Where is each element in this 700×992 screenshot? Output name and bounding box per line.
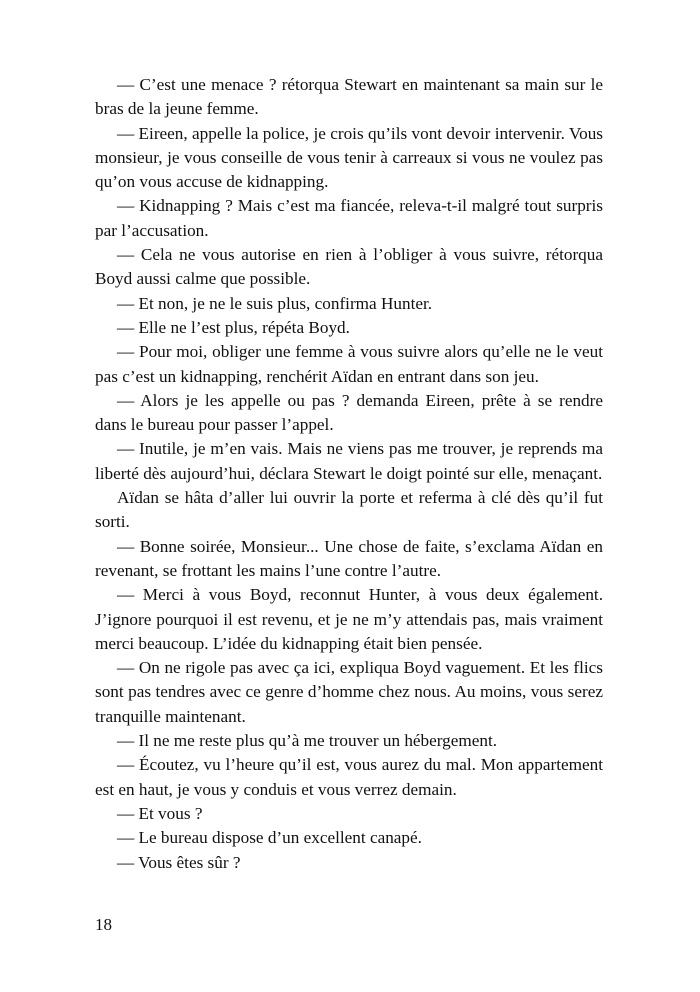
paragraph: — Eireen, appelle la police, je crois qu’ils vont devoir intervenir. Vous monsieur, je vous conseille de vous tenir à carreaux si vous ne voulez pas qu’on vous accuse de kidnapping. <box>95 123 603 192</box>
paragraph: — Pour moi, obliger une femme à vous suivre alors qu’elle ne le veut pas c’est un kidnapping, renchérit Aïdan en entrant dans son jeu. <box>95 342 603 386</box>
paragraph: — Bonne soirée, Monsieur... Une chose de faite, s’exclama Aïdan en revenant, se frottant les mains l’une contre l’autre. <box>95 536 603 580</box>
paragraph: — Inutile, je m’en vais. Mais ne viens pas me trouver, je reprends ma liberté dès aujourd’hui, déclara Stewart le doigt pointé sur elle, menaçant. <box>95 439 603 483</box>
page-number: 18 <box>95 915 112 934</box>
paragraph: — Il ne me reste plus qu’à me trouver un hébergement. <box>117 731 498 751</box>
paragraph: — Et non, je ne le suis plus, confirma Hunter. <box>117 293 433 313</box>
paragraph: — On ne rigole pas avec ça ici, expliqua Boyd vaguement. Et les flics sont pas tendres avec ce genre d’homme chez nous. Au moins, vous serez tranquille maintenant. <box>95 658 603 726</box>
page-body <box>95 73 603 875</box>
paragraph: — C’est une menace ? rétorqua Stewart en maintenant sa main sur le bras de la jeune femme. <box>95 75 603 119</box>
paragraph: — Elle ne l’est plus, répéta Boyd. <box>117 317 350 337</box>
paragraph: — Alors je les appelle ou pas ? demanda Eireen, prête à se rendre dans le bureau pour passer l’appel. <box>95 390 603 435</box>
paragraph: — Merci à vous Boyd, reconnut Hunter, à vous deux également. J’ignore pourquoi il est revenu, et je ne m’y attendais pas, mais vraiment merci beaucoup. L’idée du kidnapping était bien pensée. <box>95 585 603 653</box>
paragraph: — Cela ne vous autorise en rien à l’obliger à vous suivre, rétorqua Boyd aussi calme que possible. <box>95 245 603 289</box>
paragraph: — Vous êtes sûr ? <box>117 852 241 872</box>
paragraph: Aïdan se hâta d’aller lui ouvrir la porte et referma à clé dès qu’il fut sorti. <box>95 488 603 532</box>
paragraph: — Écoutez, vu l’heure qu’il est, vous aurez du mal. Mon appartement est en haut, je vous y conduis et vous verrez demain. <box>95 755 603 799</box>
paragraph: — Le bureau dispose d’un excellent canapé. <box>117 828 422 848</box>
paragraph: — Et vous ? <box>117 803 203 823</box>
paragraph: — Kidnapping ? Mais c’est ma fiancée, releva-t-il malgré tout surpris par l’accusation. <box>95 196 603 240</box>
